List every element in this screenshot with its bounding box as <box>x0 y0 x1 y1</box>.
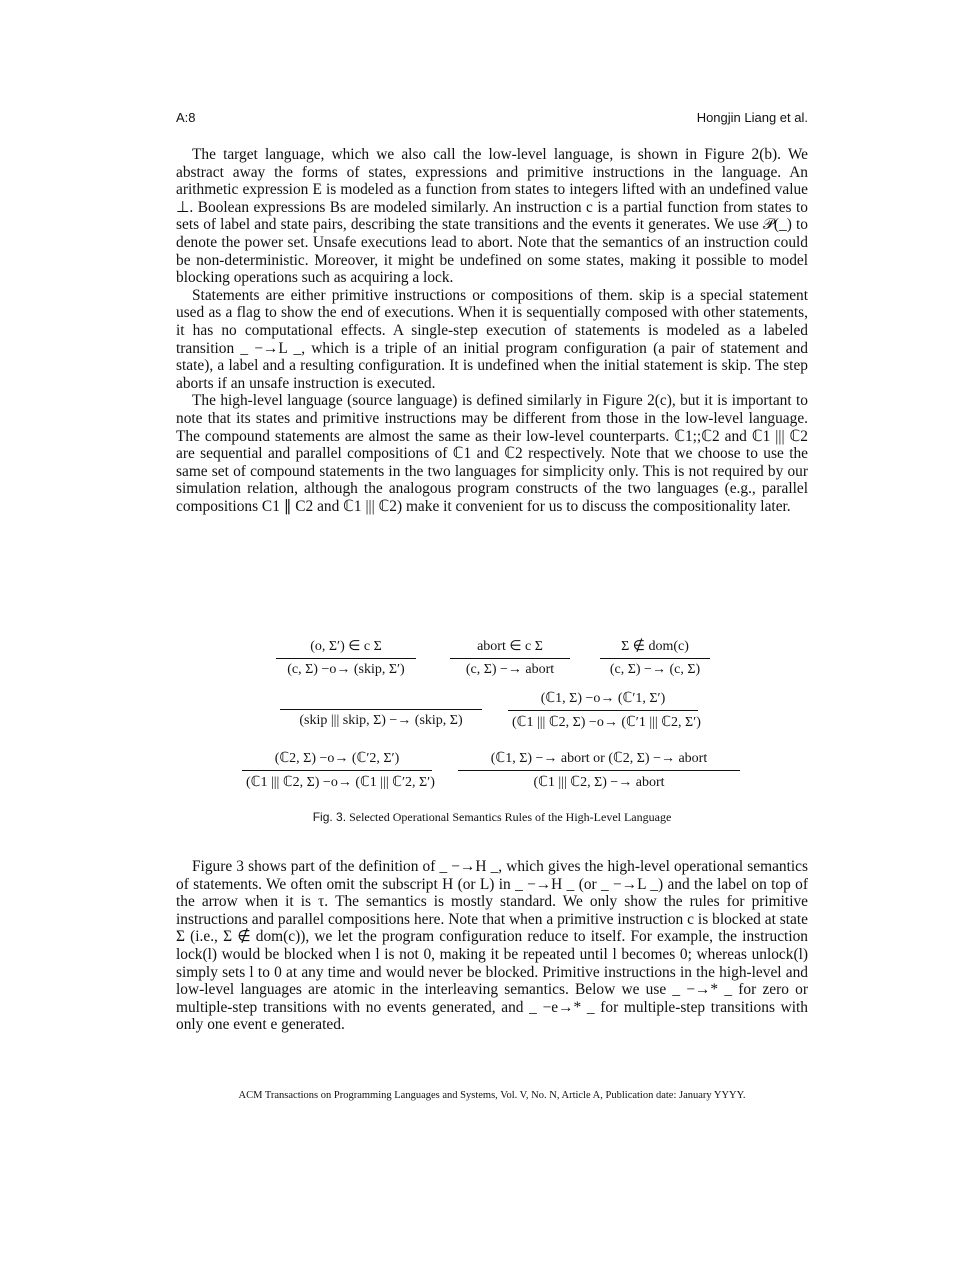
rule-par-right <box>242 750 435 791</box>
paragraph: The target language, which we also call the low-level language, is shown in Figure 2(b). We abstract away the forms of states, expressions and primitive instructions in the language. An arithmetic expression E is modeled as a function from states to integers lifted with an undefined value ⊥. Boolean expressions Bs are modeled similarly. An instruction c is a partial function from states to sets of label and state pairs, describing the state transitions and the events it generates. We use 𝒫(_) to denote the power set. Unsafe executions lead to abort. Note that the semantics of an instruction could be non-deterministic. Moreover, it might be undefined on some states, making it possible to model blocking operations such as acquiring a lock. <box>176 146 808 287</box>
rule-conclusion: (c, Σ) −o→ (skip, Σ′) <box>287 662 405 677</box>
rule-prim-block <box>600 638 710 678</box>
rule-conclusion: (ℂ1 ||| ℂ2, Σ) −o→ (ℂ′1 ||| ℂ2, Σ′) <box>512 715 701 730</box>
rule-conclusion: (c, Σ) −→ (c, Σ) <box>609 662 701 677</box>
figure-label: Fig. 3. <box>312 810 347 824</box>
rule-conclusion: (skip ||| skip, Σ) −→ (skip, Σ) <box>299 713 463 728</box>
page-header <box>176 110 808 128</box>
page-id: A:8 <box>176 110 196 125</box>
rule-prim-step <box>276 638 416 678</box>
body-section-1 <box>176 146 808 515</box>
rule-prim-abort <box>450 638 570 678</box>
rule-premise: (ℂ1, Σ) −→ abort or (ℂ2, Σ) −→ abort <box>490 751 708 766</box>
rule-conclusion: (c, Σ) −→ abort <box>465 662 555 677</box>
semantics-rules-figure <box>176 632 808 802</box>
rule-premise: (ℂ1, Σ) −o→ (ℂ′1, Σ′) <box>540 691 666 706</box>
rule-par-abort <box>458 750 740 791</box>
rule-conclusion: (ℂ1 ||| ℂ2, Σ) −→ abort <box>533 775 665 790</box>
rule-conclusion: (ℂ1 ||| ℂ2, Σ) −o→ (ℂ1 ||| ℂ′2, Σ′) <box>246 775 435 790</box>
paragraph: Figure 3 shows part of the definition of _ −→H _, which gives the high-level operational semantics of statements. We often omit the subscript H (or L) in _ −→H _ (or _ −→L _) and the label on top of the arrow when it is τ. The semantics is mostly standard. We only show the rules for primitive instructions and parallel compositions here. Note that when a primitive instruction c is blocked at state Σ (i.e., Σ ∉ dom(c)), we let the program configuration reduce to itself. For example, the instruction lock(l) would be blocked when l is not 0, making it be repeated until l becomes 0; whereas unlock(l) simply sets l to 0 at any time and would never be blocked. Primitive instructions in the high-level and low-level languages are atomic in the interleaving semantics. Below we use _ −→* _ for zero or multiple-step transitions with no events generated, and _ −e→* _ for multiple-step transitions with only one event e generated. <box>176 858 808 1034</box>
running-authors: Hongjin Liang et al. <box>696 110 808 125</box>
rule-par-left <box>508 690 701 731</box>
rule-premise: abort ∈ c Σ <box>477 639 543 654</box>
rule-par-skip <box>280 690 482 729</box>
figure-caption-text: Selected Operational Semantics Rules of the High-Level Language <box>349 810 672 824</box>
rule-premise: Σ ∉ dom(c) <box>621 639 689 654</box>
body-section-2 <box>176 858 808 1034</box>
figure-caption <box>176 810 808 825</box>
journal-footer: ACM Transactions on Programming Languages and Systems, Vol. V, No. N, Article A, Publication date: January YYYY. <box>238 1090 746 1101</box>
rule-premise: (o, Σ′) ∈ c Σ <box>310 639 382 654</box>
rule-premise: (ℂ2, Σ) −o→ (ℂ′2, Σ′) <box>274 751 400 766</box>
paragraph: Statements are either primitive instructions or compositions of them. skip is a special statement used as a flag to show the end of executions. When it is sequentially composed with other statements, it has no computational effects. A single-step execution of statements is modeled as a labeled transition _ −→L _, which is a triple of an initial program configuration (a pair of statement and state), a label and a resulting configuration. It is undefined when the initial statement is skip. The step aborts if an unsafe instruction is executed. <box>176 286 808 392</box>
rule-premise <box>280 690 482 709</box>
paragraph: The high-level language (source language) is defined similarly in Figure 2(c), but it is important to note that its states and primitive instructions may be different from those in the low-level language. The compound statements are almost the same as their low-level counterparts. ℂ1;;ℂ2 and ℂ1 ||| ℂ2 are sequential and parallel compositions of ℂ1 and ℂ2 respectively. Note that we choose to use the same set of compound statements in the two languages for simplicity only. This is not required by our simulation relation, although the analogous program constructs of the two languages (e.g., parallel compositions C1 ∥ C2 and ℂ1 ||| ℂ2) make it convenient for us to discuss the compositionality later. <box>176 392 808 515</box>
